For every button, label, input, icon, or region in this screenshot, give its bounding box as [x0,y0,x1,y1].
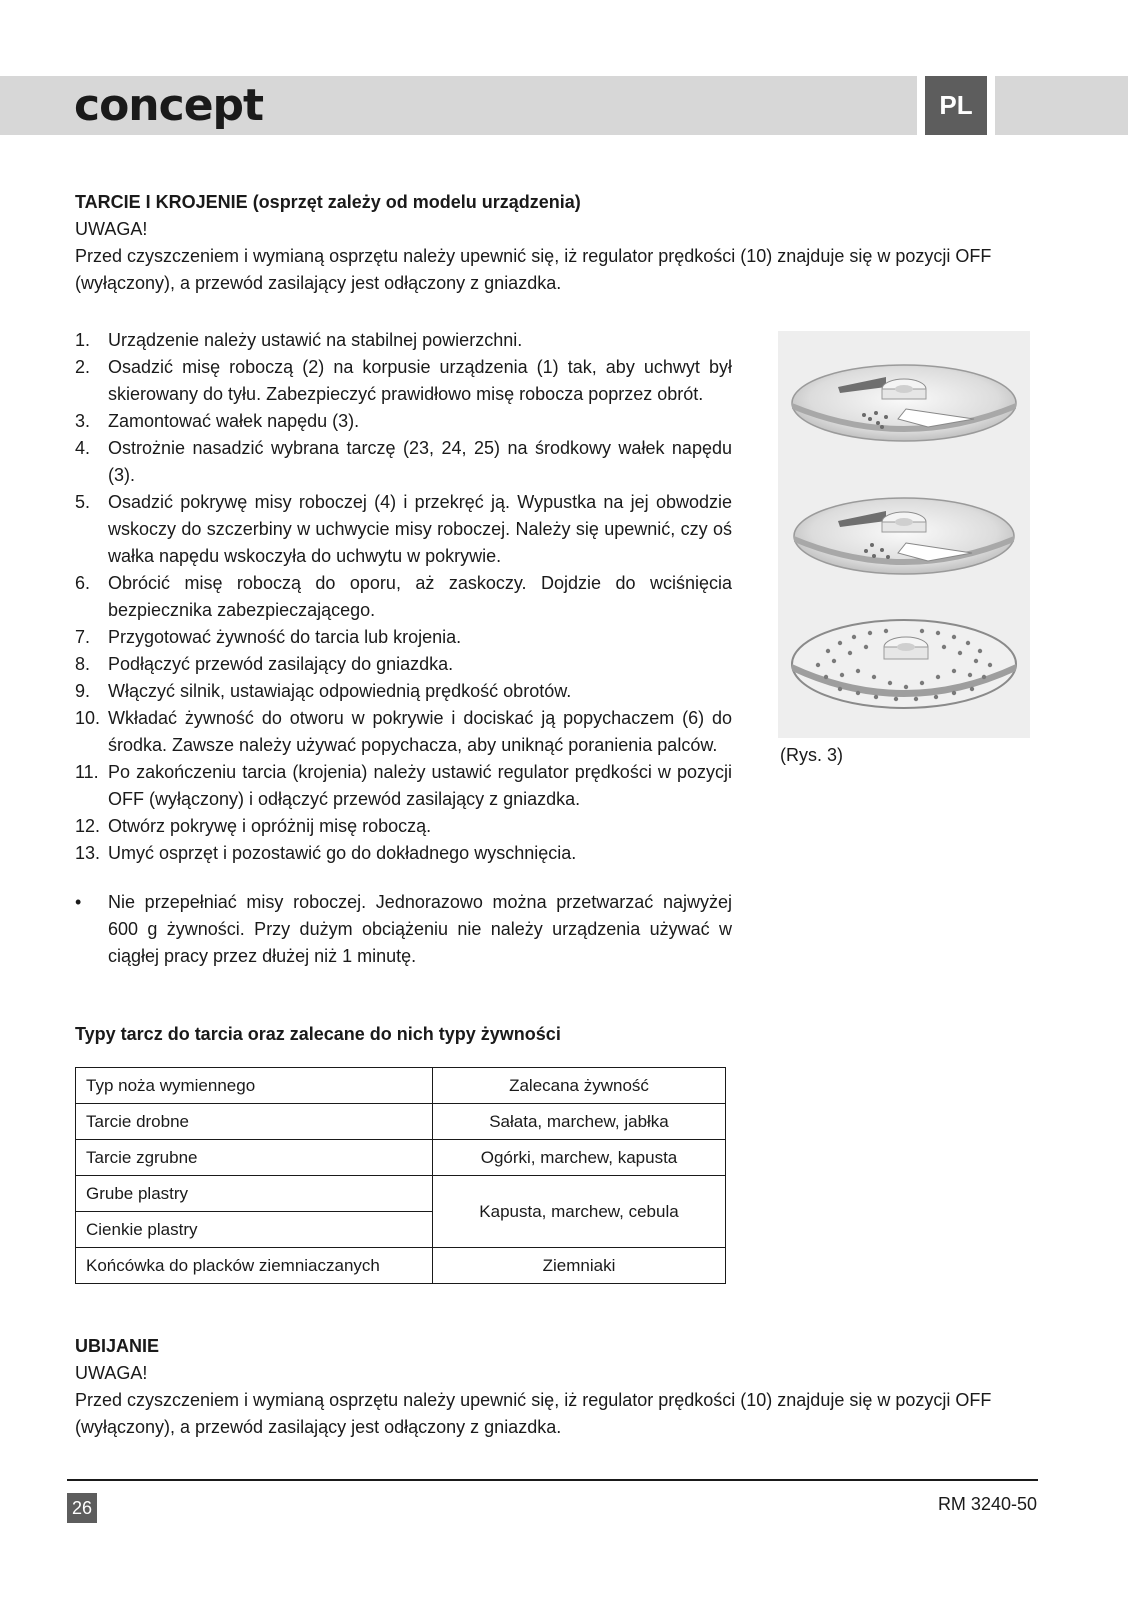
step-number: 11. [75,762,99,782]
table-cell: Tarcie drobne [76,1104,433,1140]
table-header-cell: Zalecana żywność [433,1068,726,1104]
table-cell: Grube plastry [76,1176,433,1212]
step-number: 2. [75,357,91,377]
table-header-row [76,1068,726,1104]
list-item [75,624,732,651]
list-item [75,705,732,759]
step-text: Ostrożnie nasadzić wybrana tarczę (23, 24, 25) na środkowy wałek napędu (3). [108,438,732,485]
step-text: Urządzenie należy ustawić na stabilnej powierzchni. [108,330,523,350]
section-grating [75,189,1035,297]
warning-text: Przed czyszczeniem i wymianą osprzętu należy upewnić się, iż regulator prędkości (10) znajduje się w pozycji OFF (wyłączony), a przewód zasilający jest odłączony z gniazdka. [75,246,992,293]
step-number: 9. [75,681,91,701]
step-text: Obrócić misę roboczą do oporu, aż zaskoczy. Dojdzie do wciśnięcia bezpiecznika zabezpieczającego. [108,573,732,620]
step-number: 10. [75,708,101,728]
step-number: 1. [75,330,91,350]
list-item [75,759,732,813]
table-title: Typy tarcz do tarcia oraz zalecane do nich typy żywności [75,1024,561,1044]
step-number: 6. [75,573,91,593]
table-header-cell: Typ noża wymiennego [76,1068,433,1104]
step-text: Otwórz pokrywę i opróżnij misę roboczą. [108,816,432,836]
section-title: UBIJANIE [75,1336,160,1356]
list-item [75,327,732,354]
step-text: Osadzić misę roboczą (2) na korpusie urządzenia (1) tak, aby uchwyt był skierowany do tyłu. Zabezpieczyć prawidłowo misę robocza poprzez obrót. [108,357,732,404]
step-text: Przygotować żywność do tarcia lub krojenia. [108,627,462,647]
warning-label: UWAGA! [75,1363,148,1383]
warning-label: UWAGA! [75,219,148,239]
table-cell: Sałata, marchew, jabłka [433,1104,726,1140]
bullet-icon: • [75,892,82,912]
table-cell: Cienkie plastry [76,1212,433,1248]
step-number: 7. [75,627,91,647]
header-divider [917,76,925,135]
list-item [75,840,732,867]
slicing-disc-icon [792,365,1016,441]
section-title: TARCIE I KROJENIE (osprzęt zależy od modelu urządzenia) [75,192,581,212]
table-row [76,1176,726,1212]
brand-logo: concept [74,80,264,131]
page-number: 26 [67,1493,97,1523]
step-text: Podłączyć przewód zasilający do gniazdka. [108,654,454,674]
list-item [75,435,732,489]
table-cell: Ziemniaki [433,1248,726,1284]
step-number: 12. [75,816,101,836]
header-divider [987,76,995,135]
table-row [76,1104,726,1140]
discs-illustration [778,331,1030,738]
step-text: Wkładać żywność do otworu w pokrywie i dociskać ją popychaczem (6) do środka. Zawsze należy używać popychacza, aby uniknąć poranienia palców. [108,708,732,755]
list-item [75,570,732,624]
discs-table [75,1067,726,1284]
list-item [75,651,732,678]
step-number: 3. [75,411,91,431]
step-number: 5. [75,492,91,512]
note-item [75,889,732,970]
list-item [75,489,732,570]
list-item [75,678,732,705]
table-cell: Końcówka do placków ziemniaczanych [76,1248,433,1284]
step-text: Umyć osprzęt i pozostawić go do dokładnego wyschnięcia. [108,843,577,863]
section-whipping [75,1333,1035,1441]
warning-text: Przed czyszczeniem i wymianą osprzętu należy upewnić się, iż regulator prędkości (10) znajduje się w pozycji OFF (wyłączony), a przewód zasilający jest odłączony z gniazdka. [75,1390,992,1437]
step-number: 4. [75,438,91,458]
note-text: Nie przepełniać misy roboczej. Jednorazowo można przetwarzać najwyżej 600 g żywności. Przy dużym obciążeniu nie należy urządzenia używać w ciągłej pracy przez dłużej niż 1 minutę. [108,892,732,966]
table-cell: Kapusta, marchew, cebula [433,1176,726,1248]
list-item [75,354,732,408]
steps-list [75,327,732,867]
step-text: Po zakończeniu tarcia (krojenia) należy ustawić regulator prędkości w pozycji OFF (wyłączony) i odłączyć przewód zasilający z gniazdka. [108,762,732,809]
table-row [76,1140,726,1176]
step-text: Osadzić pokrywę misy roboczej (4) i przekręć ją. Wypustka na jej obwodzie wskoczy do szczerbiny w uchwycie misy roboczej. Należy się upewnić, czy oś wałka napędu wskoczyła do uchwytu w pokrywie. [108,492,732,566]
footer-divider [67,1479,1038,1481]
table-cell: Ogórki, marchew, kapusta [433,1140,726,1176]
discs-figure [778,331,1030,738]
step-text: Włączyć silnik, ustawiając odpowiednią prędkość obrotów. [108,681,572,701]
step-number: 8. [75,654,91,674]
grating-disc-icon [794,498,1014,574]
step-number: 13. [75,843,101,863]
language-badge: PL [925,76,987,135]
list-item [75,408,732,435]
step-text: Zamontować wałek napędu (3). [108,411,360,431]
list-item [75,813,732,840]
figure-caption: (Rys. 3) [780,745,843,765]
table-cell: Tarcie zgrubne [76,1140,433,1176]
potato-pancake-disc-icon [792,620,1016,708]
model-number: RM 3240-50 [937,1494,1037,1514]
table-row [76,1248,726,1284]
